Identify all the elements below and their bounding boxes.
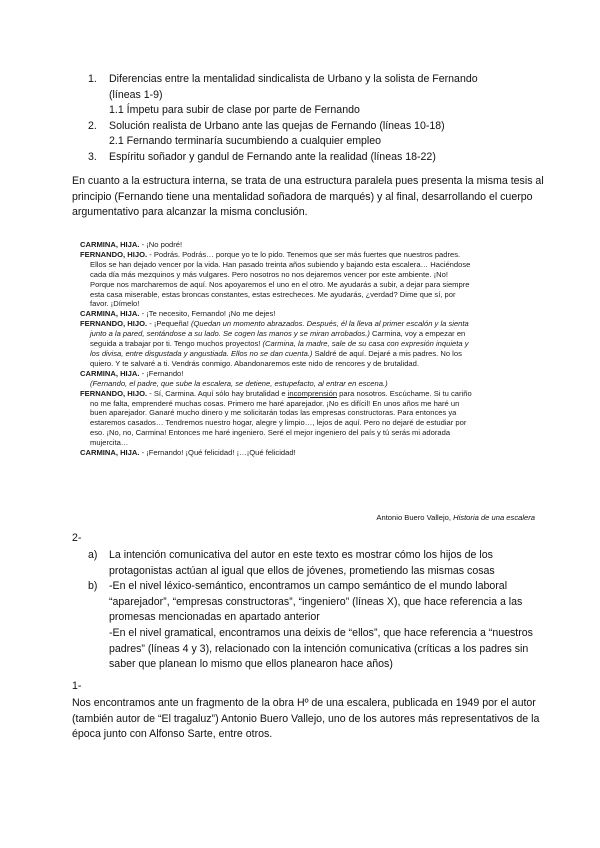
excerpt-line: estaremos casados… Tendremos nuestro hogar, alegre y limpio…, lejos de aquí. Pero no dejaré de estudiar por (90, 418, 467, 428)
final-paragraph: Nos encontramos ante un fragmento de la obra Hº de una escalera, publicada en 1949 por el autor (también autor de “El tragaluz”) Antonio Buero Vallejo, uno de los autores más representativos de la época junto con Alfonso Sarte, entre otros. (72, 697, 540, 741)
answer-item (88, 579, 538, 673)
excerpt-line: mujercita… (90, 438, 129, 448)
speaker-label: FERNANDO, HIJO. (80, 249, 148, 259)
speaker-label: FERNANDO, HIJO. (80, 319, 148, 329)
excerpt-line: CARMINA, HIJA. - ¡Fernando! (80, 368, 184, 378)
outline-number: 1. (88, 73, 97, 85)
outline-subitem: 2.1 Fernando terminaría sucumbiendo a cualquier empleo (109, 135, 382, 148)
excerpt-line: FERNANDO, HIJO. - ¡Pequeña! (Quedan un momento abrazados. Después, él la lleva al primer escalón y la sienta (80, 319, 469, 329)
excerpt-line: Ellos se han dejado vencer por la vida. Han pasado treinta años subiendo y bajando esta escalera… Haciéndose (90, 259, 471, 269)
answers-list (88, 548, 538, 673)
excerpt-line: CARMINA, HIJA. - ¡Te necesito, Fernando! ¡No me dejes! (80, 309, 276, 319)
excerpt-line: FERNANDO, HIJO. - Podrás. Podrás… porque yo te lo pido. Tenemos que ser más fuertes que nuestros padres. (80, 249, 461, 259)
excerpt-line: eso. ¡No, no, Carmina! Entonces me haré ingeniero. Seré el mejor ingeniero del país y tú serás mi adorada (90, 428, 451, 438)
play-excerpt (80, 240, 535, 458)
outline-number: 3. (88, 150, 97, 163)
speaker-label: FERNANDO, HIJO. (80, 388, 148, 398)
outline-item (88, 150, 558, 166)
excerpt-line: junto a la pared, sentándose a su lado. Se cogen las manos y se miran arrobados.) Carmina, voy a empezar en (90, 329, 466, 339)
answer-text: La intención comunicativa del autor en este texto es mostrar cómo los hijos de los protagonistas actúan al igual que ellos de jóvenes, prometiendo las mismas cosas (109, 549, 495, 577)
outline-text: Espíritu soñador y gandul de Fernando ante la realidad (líneas 18-22) (109, 150, 436, 163)
outline-number: 2. (88, 119, 97, 132)
excerpt-line: seguida a trabajar por ti. Tengo muchos proyectos! (Carmina, la madre, sale de su casa con expresión inquieta y (90, 339, 469, 349)
excerpt-line: no me falta, emprenderé muchas cosas. Primero me haré aparejador. ¡No es difícil! En unos años me haré un (90, 398, 460, 408)
answer-item (88, 548, 538, 579)
question-1-label: 1- (72, 680, 82, 692)
outline-item (88, 72, 558, 103)
outline-list (88, 72, 558, 166)
excerpt-line: FERNANDO, HIJO. - Sí, Carmina. Aquí sólo hay brutalidad e incomprensión para nosotros. Escúchame. Si tu cariño (80, 388, 472, 398)
excerpt-line: cada día más mezquinos y más vulgares. Pero nosotros no nos dejaremos vencer por este ambiente. ¡No! (90, 269, 448, 279)
answer-label: b) (88, 580, 98, 593)
answer-label: a) (88, 549, 98, 561)
excerpt-line: Porque nos marcharemos de aquí. Nos apoyaremos el uno en el otro. Me ayudarás a subir, a dejar para siempre (90, 279, 470, 289)
excerpt-line: favor. ¡Dímelo! (90, 299, 140, 309)
intro-paragraph: En cuanto a la estructura interna, se trata de una estructura paralela pues presenta la misma tesis al principio (Fernando tiene una mentalidad soñadora de marqués) y al final, desarrollando el cuerpo argumentativo para alcanzar la misma conclusión. (72, 175, 544, 219)
outline-subitem: 1.1 Ímpetu para subir de clase por parte de Fernando (109, 104, 360, 117)
excerpt-line: los divisa, entre disgustada y angustiada. Ellos no se dan cuenta.) Saldré de aquí. Dejaré a mis padres. No los (90, 348, 462, 358)
excerpt-line: (Fernando, el padre, que sube la escalera, se detiene, estupefacto, al entrar en escena.) (90, 378, 388, 388)
excerpt-line: CARMINA, HIJA. - ¡No podré! (80, 240, 183, 249)
speaker-label: CARMINA, HIJA. (80, 240, 140, 249)
excerpt-line: quiero. Y te salvaré a ti. Vendrás conmigo. Abandonaremos este nido de rencores y de brutalidad. (90, 358, 419, 368)
speaker-label: CARMINA, HIJA. (80, 309, 140, 319)
outline-text: Solución realista de Urbano ante las quejas de Fernando (líneas 10-18) (109, 119, 445, 132)
excerpt-line: esta casa miserable, estas broncas constantes, estas estrecheces. Me ayudarás, ¿verdad? Dime que sí, por (90, 289, 456, 299)
question-2-label: 2- (72, 532, 82, 544)
outline-item (88, 119, 558, 135)
outline-text: Diferencias entre la mentalidad sindicalista de Urbano y la solista de Fernando (líneas 1-9) (109, 73, 478, 101)
speaker-label: CARMINA, HIJA. (80, 368, 140, 378)
excerpt-citation: Antonio Buero Vallejo, Historia de una escalera (376, 513, 535, 522)
answer-text: -En el nivel léxico-semántico, encontramos un campo semántico de el mundo laboral “aparejador”, “empresas constructoras”, “ingeniero” (líneas X), que hace referencia a las promesas mencionadas en apartado anterior -En el nivel gramatical, encontramos una deixis de “ellos”, que hace referencia a “nuestros padres” (líneas 4 y 3), relacionado con la intención comunicativa (críticas a los padres sin saber que planean lo mismo que ellos planearon hace años) (109, 580, 533, 671)
excerpt-line: buen aparejador. Ganaré mucho dinero y me solicitarán todas las empresas constructoras. Para entonces ya (90, 408, 457, 418)
excerpt-line: CARMINA, HIJA. - ¡Fernando! ¡Qué felicidad! ¡…¡Qué felicidad! (80, 448, 296, 458)
speaker-label: CARMINA, HIJA. (80, 448, 140, 458)
